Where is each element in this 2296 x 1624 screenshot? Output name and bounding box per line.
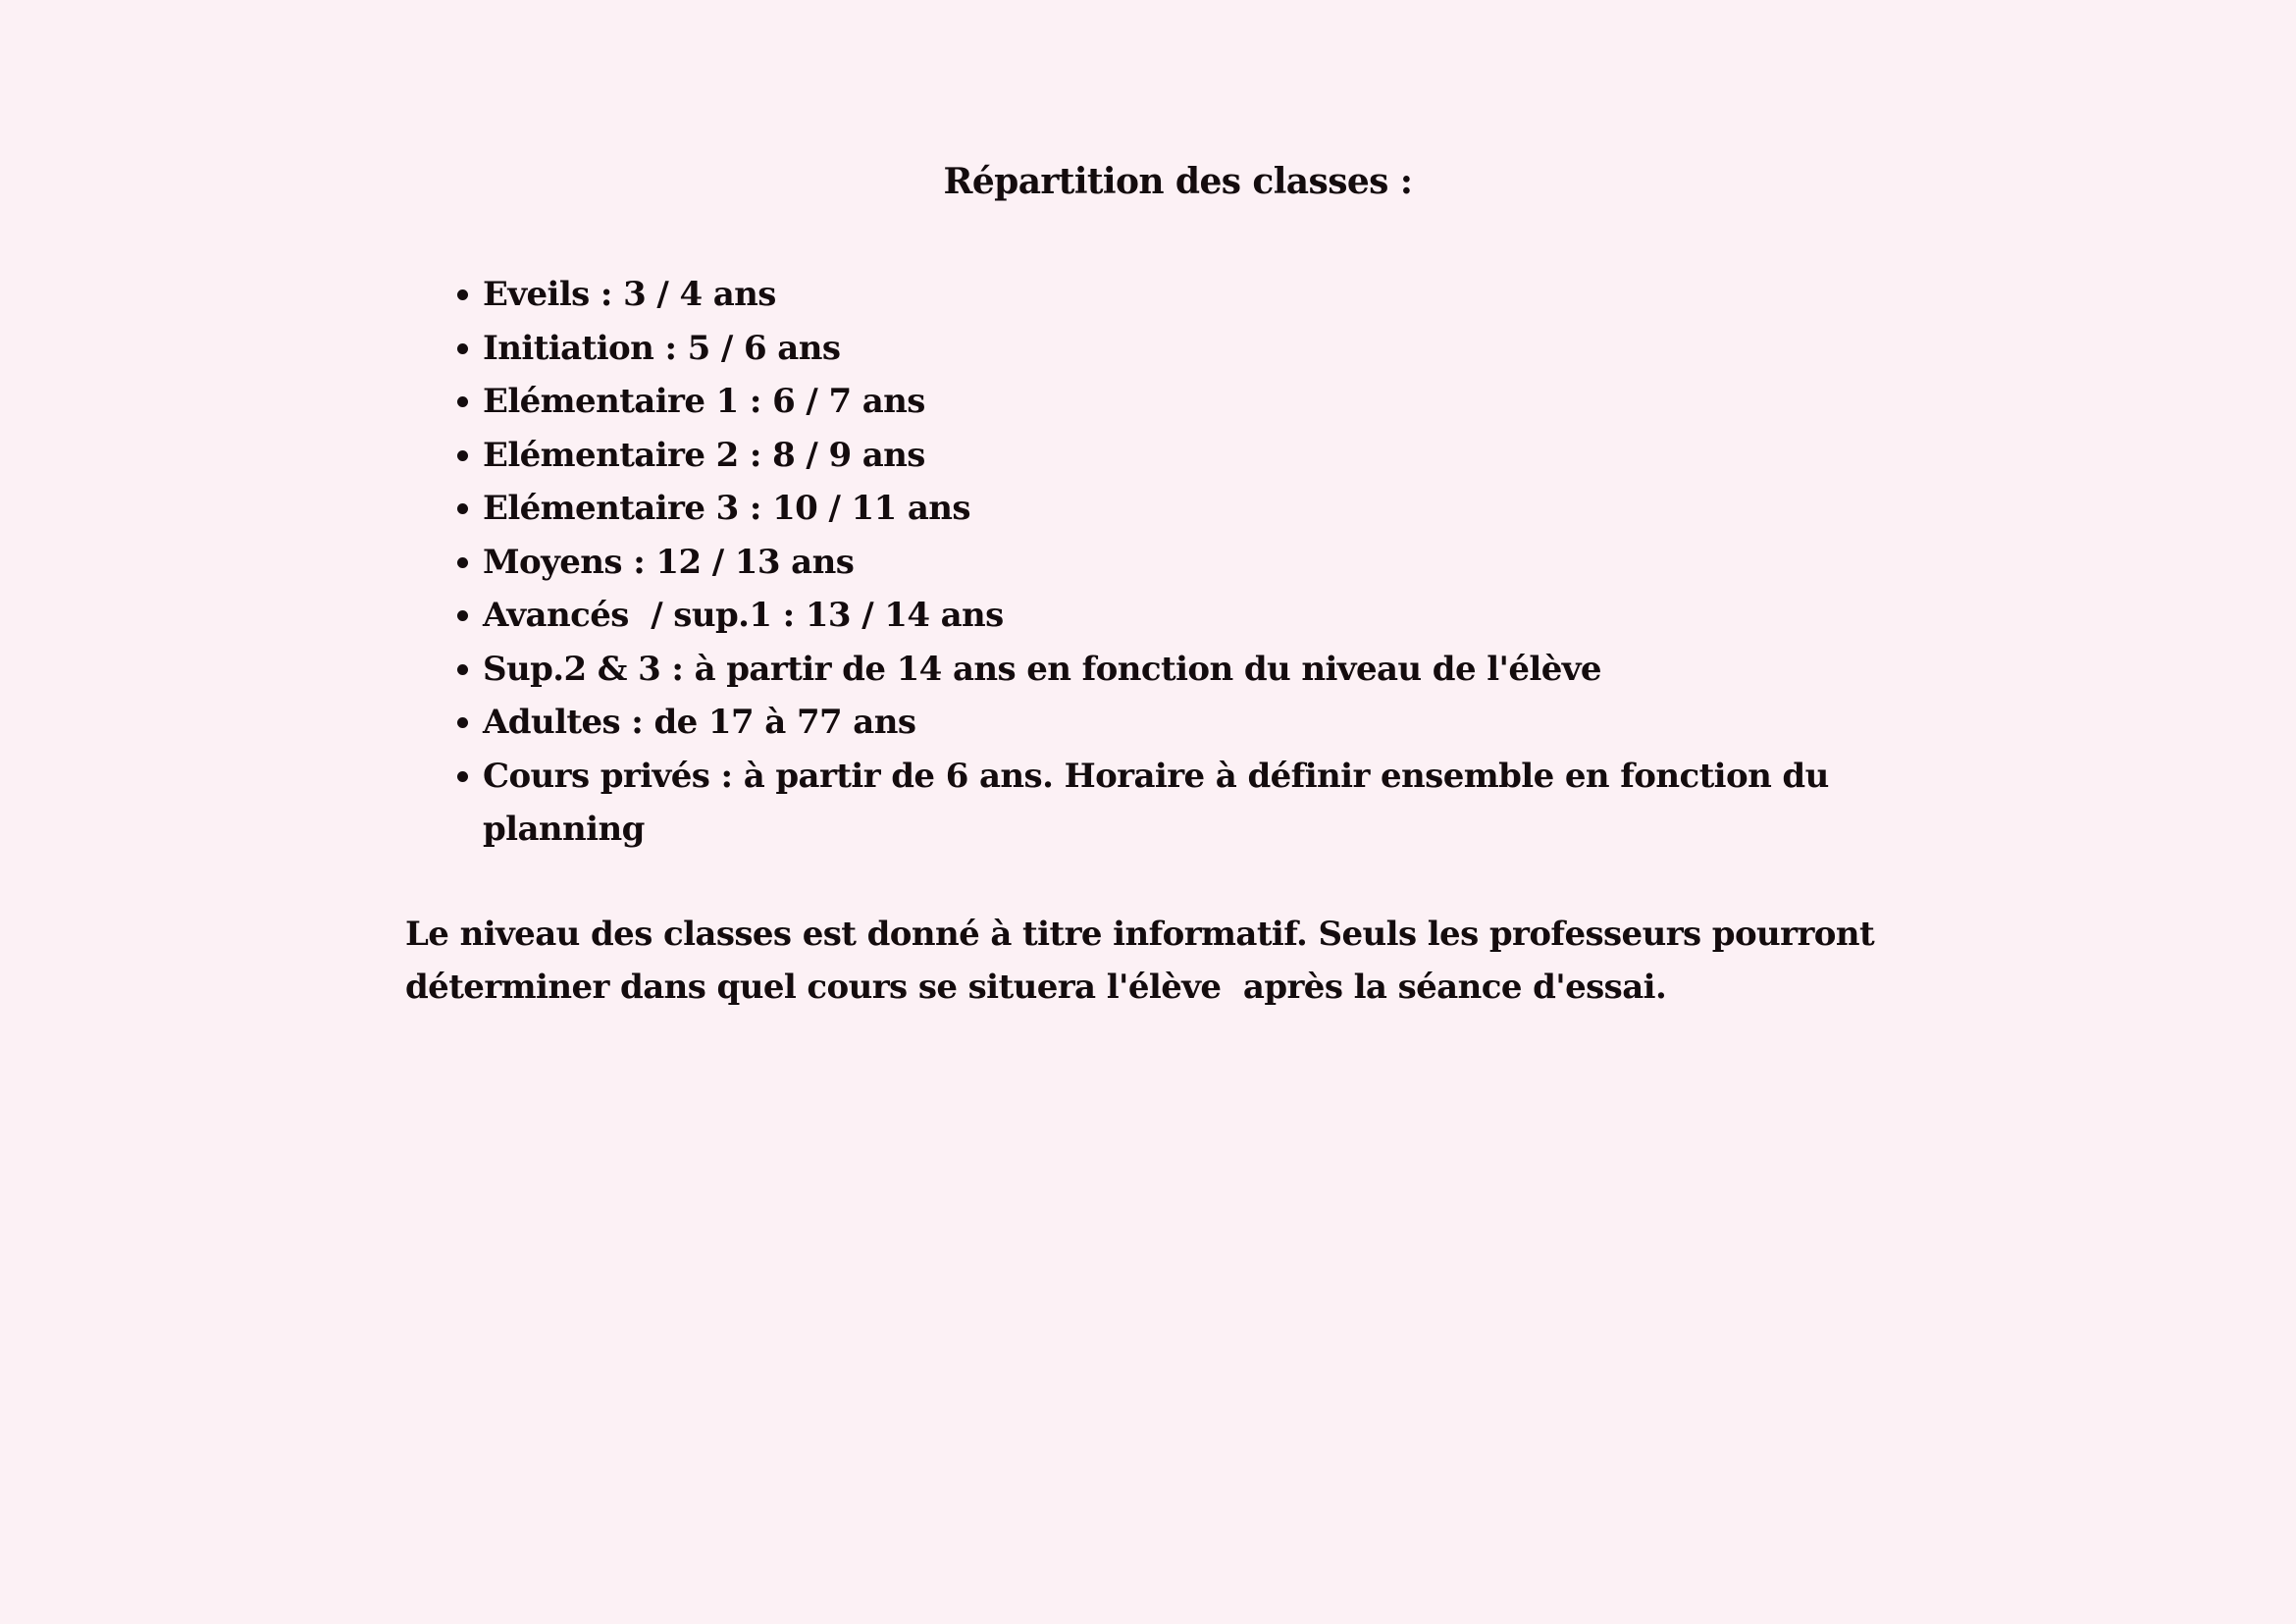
class-list-item: Initiation : 5 / 6 ans <box>405 322 1951 376</box>
class-list-item: Elémentaire 2 : 8 / 9 ans <box>405 429 1951 483</box>
class-list-item: Eveils : 3 / 4 ans <box>405 268 1951 322</box>
note-paragraph: Le niveau des classes est donné à titre informatif. Seuls les professeurs pourront déterminer dans quel cours se situera l'élève après la séance d'essai. <box>405 914 1886 1007</box>
class-list-item: Elémentaire 1 : 6 / 7 ans <box>405 375 1951 429</box>
document-content <box>405 160 1951 1015</box>
class-list-item: Moyens : 12 / 13 ans <box>405 536 1951 590</box>
class-list <box>405 268 1951 857</box>
page-title: Répartition des classes : <box>943 161 1413 202</box>
class-list-item: Elémentaire 3 : 10 / 11 ans <box>405 482 1951 536</box>
class-list-item: Cours privés : à partir de 6 ans. Horaire à définir ensemble en fonction du planning <box>405 750 1951 857</box>
class-list-item: Sup.2 & 3 : à partir de 14 ans en fonction du niveau de l'élève <box>405 643 1951 697</box>
class-list-item: Adultes : de 17 à 77 ans <box>405 696 1951 750</box>
class-list-item: Avancés / sup.1 : 13 / 14 ans <box>405 589 1951 643</box>
